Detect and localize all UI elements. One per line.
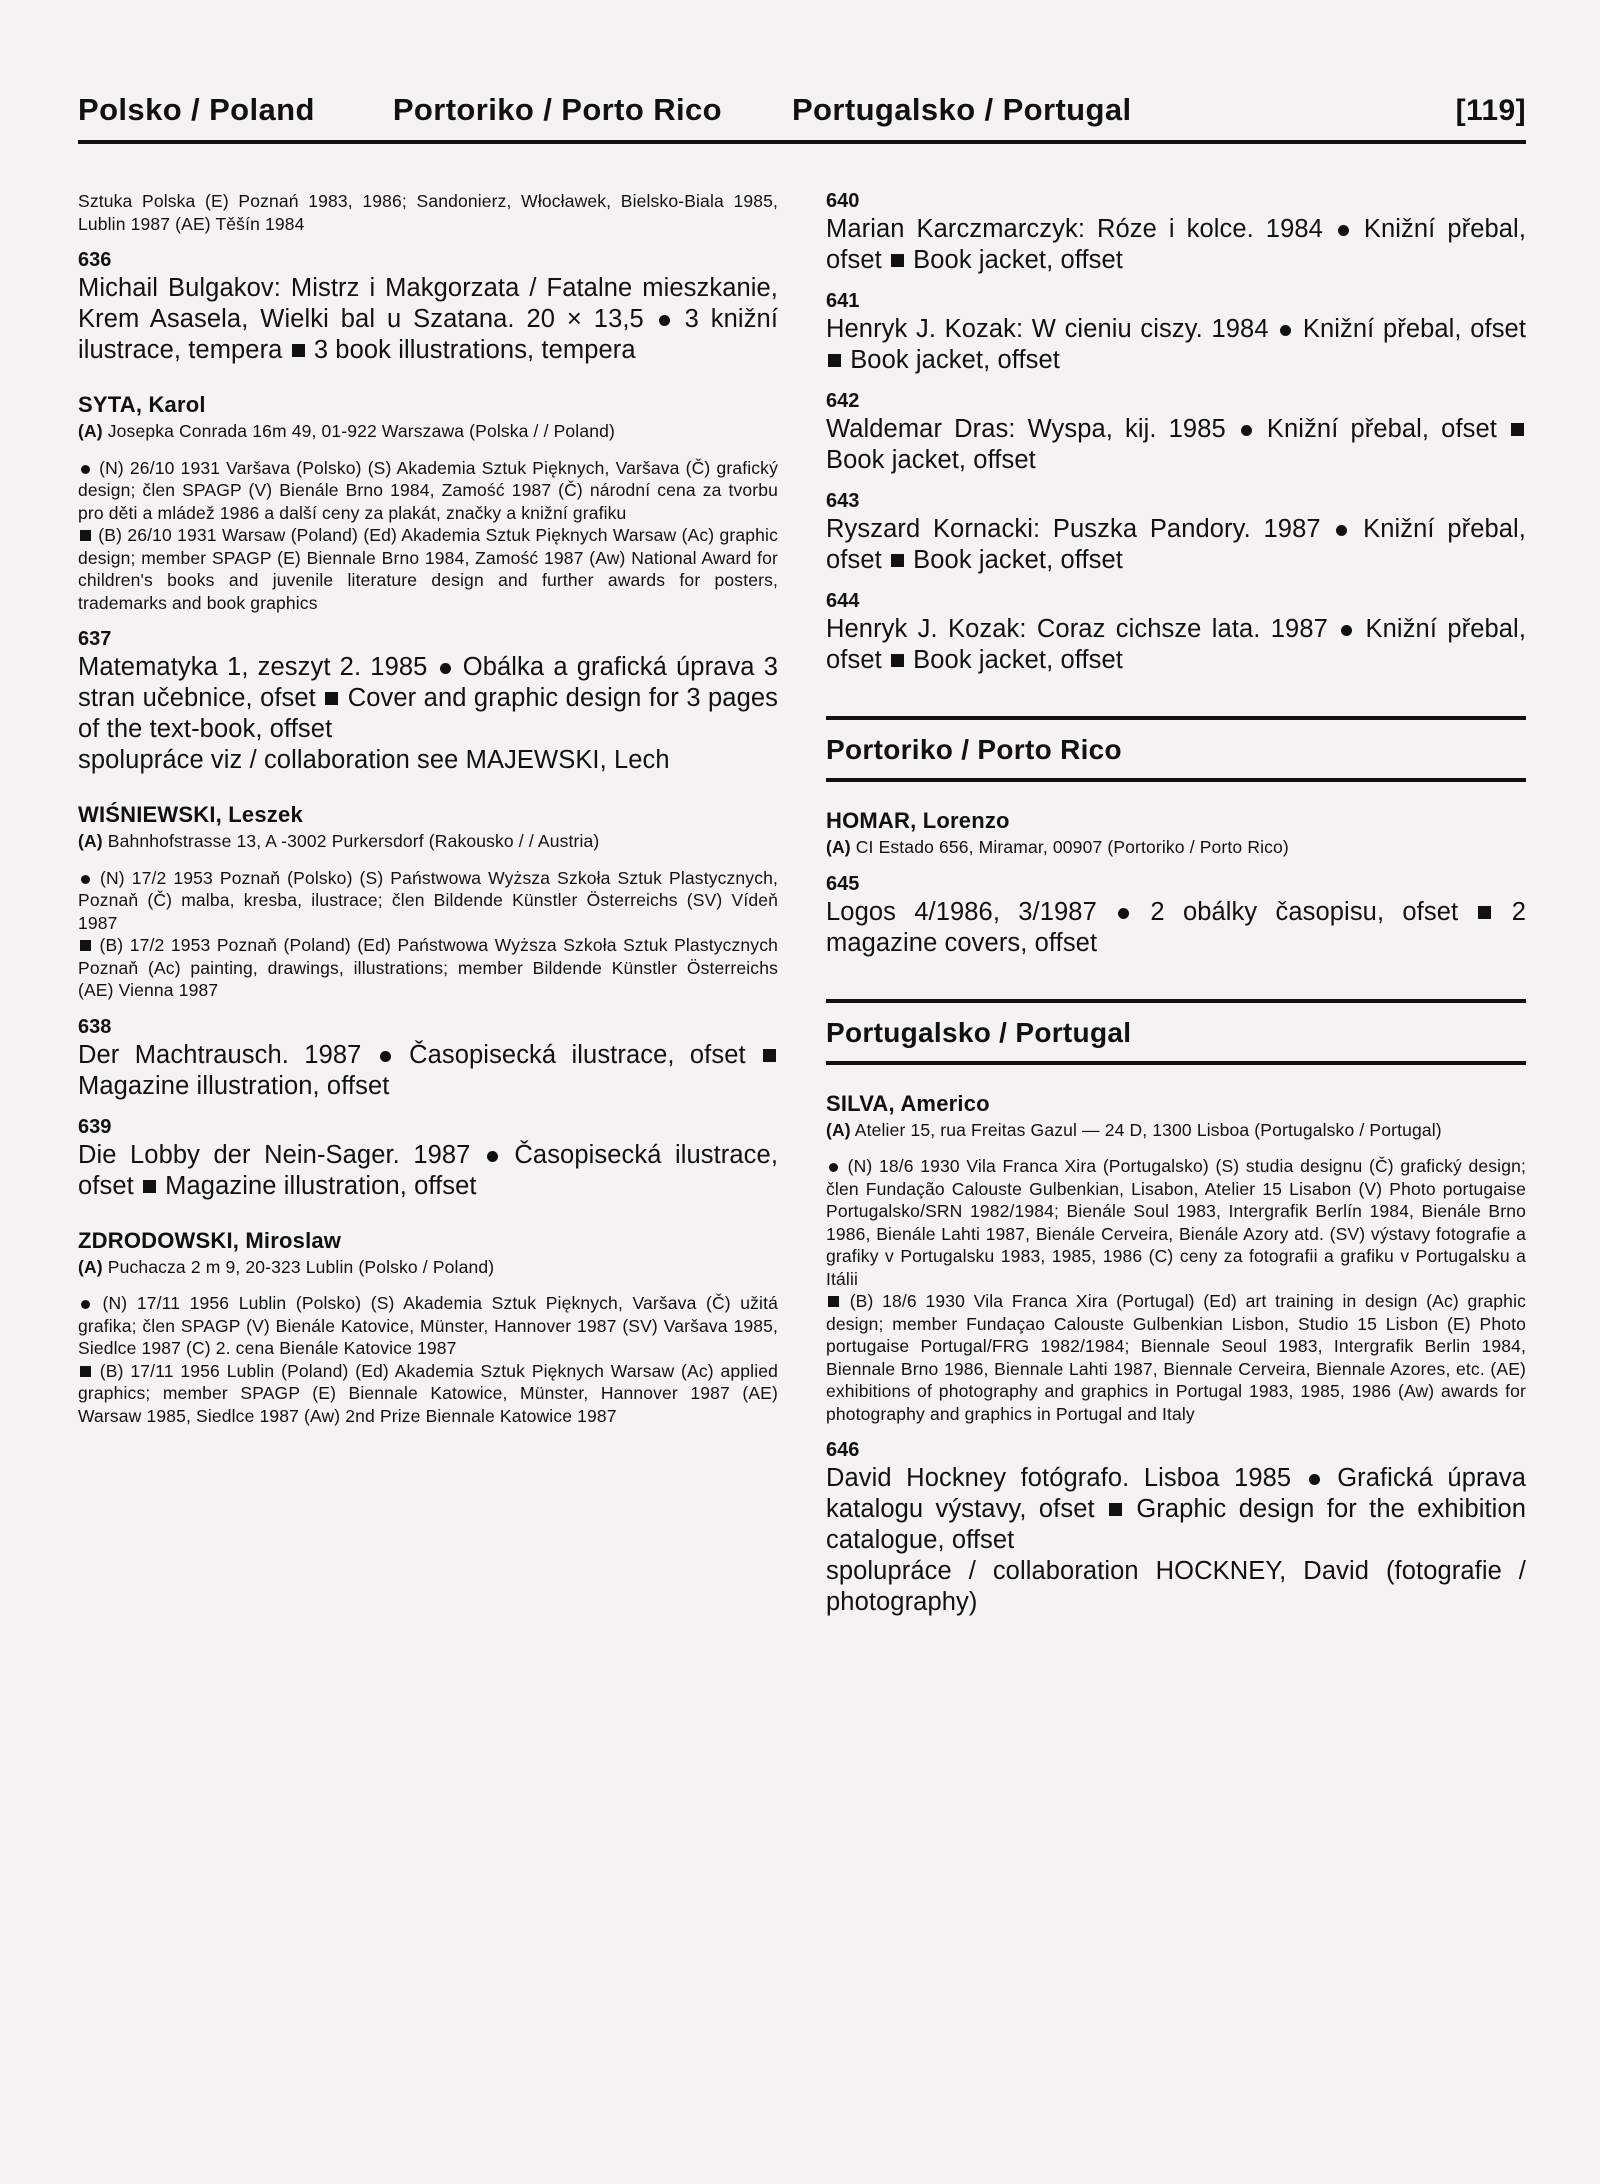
- bullet-dot-icon: [81, 1300, 90, 1309]
- header-title-porto-rico: Portoriko / Porto Rico: [392, 92, 722, 127]
- entry-number-636: 636: [78, 249, 112, 271]
- entry-636-text: Michail Bulgakov: Mistrz i Makgorzata / Fatalne mieszkanie, Krem Asasela, Wielki bal u Szatana. 20 × 13,5: [78, 274, 778, 333]
- bio-cz-text: (N) 17/2 1953 Poznaň (Polsko) (S) Państwowa Wyższa Szkoła Sztuk Plastycznych, Poznaň (Č) malba, kresba, ilustrace; člen Bildende Künstler Österreichs (SV) Vídeň 1987: [78, 867, 778, 933]
- entry-641-body: [826, 314, 1526, 376]
- entry-643-text: Ryszard Kornacki: Puszka Pandory. 1987: [826, 515, 1321, 543]
- entry-642-text2: Knižní přebal, ofset: [1266, 415, 1497, 443]
- bullet-dot-icon: [1309, 1474, 1320, 1485]
- person-silva-bio-cz: [826, 1155, 1526, 1290]
- section-rule-top: [826, 716, 1526, 720]
- entry-646-text3: Graphic design for the exhibition catalogue, offset: [826, 1495, 1527, 1554]
- entry-645-text2: 2 obálky časopisu, ofset: [1150, 897, 1459, 926]
- entry-number-643: 643: [826, 490, 860, 512]
- bio-en-text: (B) 26/10 1931 Warsaw (Poland) (Ed) Akademia Sztuk Pięknych Warsaw (Ac) graphic design; member SPAGP (E) Biennale Brno 1984, Zamość 1987 (Aw) National Award for children's books and juvenile literature design and further awards for posters, trademarks and book graphics: [78, 525, 778, 613]
- header-title-portugal: Portugalsko / Portugal: [791, 92, 1132, 127]
- bullet-dot-icon: [81, 465, 90, 474]
- entry-number-642: 642: [826, 390, 860, 412]
- entry-644-text2: Knižní přebal, ofset: [826, 615, 1526, 674]
- black-square-icon: [891, 654, 904, 667]
- bio-en-text: (B) 17/11 1956 Lublin (Poland) (Ed) Akademia Sztuk Pięknych Warsaw (Ac) applied graphics; member SPAGP (E) Biennale Katowice, Münster, Hannover 1987 (AE) Warsaw 1985, Siedlce 1987 (Aw) 2nd Prize Biennale Katowice 1987: [78, 1360, 778, 1426]
- entry-645-text: Logos 4/1986, 3/1987: [826, 897, 1097, 926]
- black-square-icon: [1109, 1503, 1122, 1516]
- person-heading-zdrodowski: [78, 1228, 778, 1254]
- person-syta-address: [78, 420, 778, 443]
- black-square-icon: [763, 1049, 776, 1062]
- person-silva-bio-en: [826, 1290, 1526, 1425]
- page-number: [119]: [1455, 94, 1526, 127]
- black-square-icon: [828, 1296, 839, 1307]
- section-heading-porto-rico: Portoriko / Porto Rico: [826, 734, 1122, 765]
- entry-642-text: Waldemar Dras: Wyspa, kij. 1985: [826, 415, 1226, 443]
- person-zdrodowski-address: [78, 1256, 778, 1279]
- person-wisniewski-bio-en: [78, 934, 778, 1002]
- right-column: [826, 190, 1526, 1618]
- entry-636-text2: 3 knižní ilustrace, tempera: [78, 305, 779, 364]
- black-square-icon: [1478, 906, 1491, 919]
- entry-642-text3: Book jacket, offset: [826, 446, 1036, 474]
- person-firstname: Miroslaw: [245, 1227, 342, 1253]
- person-heading-silva: [826, 1091, 1526, 1117]
- bullet-dot-icon: [829, 1163, 838, 1172]
- entry-number-638: 638: [78, 1015, 112, 1038]
- entry-number-645: 645: [826, 872, 860, 895]
- bullet-dot-icon: [1280, 325, 1291, 336]
- entry-640-text3: Book jacket, offset: [913, 246, 1123, 274]
- address-label: (A): [826, 1119, 851, 1140]
- person-firstname: Americo: [900, 1090, 990, 1116]
- entry-646-text2: Grafická úprava katalogu výstavy, ofset: [826, 1464, 1526, 1523]
- entry-number-640: 640: [826, 190, 860, 212]
- entry-645-text3: 2 magazine covers, offset: [826, 897, 1527, 957]
- address-label: (A): [78, 421, 103, 441]
- address-label: (A): [78, 831, 103, 851]
- bio-cz-text: (N) 18/6 1930 Vila Franca Xira (Portugalsko) (S) studia designu (Č) grafický design; člen Fundação Calouste Gulbenkian, Lisabon, Atelier 15 Lisabon (V) Photo portugaise Portugalsko/SRN 1982/1984; Bienále Soul 1983, Intergrafik Berlín 1984, Bienále Brno 1986, Bienále Lahti 1987, Bienále Cerveira, Bienále Azory atd. (SV) výstavy fotografie a grafiky v Portugalsku 1983, 1985, 1986 (C) ceny za fotografii a grafiku v Portugalsku a Itálii: [826, 1156, 1526, 1289]
- black-square-icon: [891, 254, 904, 267]
- entry-637-body: [78, 652, 778, 745]
- person-lastname: SILVA,: [826, 1090, 895, 1116]
- entry-645-body: [826, 897, 1526, 959]
- bullet-dot-icon: [1241, 425, 1252, 436]
- entry-641-text: Henryk J. Kozak: W cieniu ciszy. 1984: [826, 315, 1269, 343]
- person-zdrodowski-bio-cz: [78, 1292, 778, 1360]
- person-syta-bio-en: [78, 524, 778, 614]
- person-firstname: Karol: [148, 392, 206, 417]
- bullet-dot-icon: [81, 875, 90, 884]
- entry-640-text2: Knižní přebal, ofset: [826, 215, 1527, 274]
- entry-646-text: David Hockney fotógrafo. Lisboa 1985: [826, 1464, 1292, 1492]
- entry-639-text2: Časopisecká ilustrace, ofset: [78, 1140, 779, 1200]
- person-heading-wisniewski: [78, 802, 778, 828]
- entry-644-text3: Book jacket, offset: [913, 646, 1123, 674]
- entry-643-body: [826, 514, 1526, 576]
- entry-637-text2: Obálka a grafická úprava 3 stran učebnice, ofset: [78, 653, 779, 712]
- person-wisniewski-bio-cz: [78, 867, 778, 935]
- entry-638-text: Der Machtrausch. 1987: [78, 1040, 362, 1069]
- entry-641-text3: Book jacket, offset: [850, 346, 1060, 374]
- section-rule-bottom: [826, 1061, 1526, 1065]
- black-square-icon: [80, 530, 91, 541]
- entry-637-text3: Cover and graphic design for 3 pages of the text-book, offset: [78, 684, 778, 743]
- entry-638-text2: Časopisecká ilustrace, ofset: [409, 1040, 746, 1069]
- address-text: Bahnhofstrasse 13, A -3002 Purkersdorf (Rakousko / / Austria): [107, 831, 600, 851]
- section-rule-top: [826, 999, 1526, 1003]
- bullet-dot-icon: [1118, 908, 1129, 919]
- bio-en-text: (B) 18/6 1930 Vila Franca Xira (Portugal) (Ed) art training in design (Ac) graphic design; member Fundaçao Calouste Gulbenkian Lisbon, Studio 15 Lisbon (E) Photo portugaise Portugal/FRG 1982/1984; Biennale Seoul 1983, Intergrafik Berlin 1984, Biennale Brno 1986, Biennale Lahti 1987, Biennale Cerveira, Biennale Azores, etc. (AE) exhibitions of photography and graphics in Portugal 1983, 1985, 1986 (Aw) awards for photography and graphics in Portugal and Italy: [826, 1291, 1527, 1424]
- entry-number-639: 639: [78, 1115, 112, 1138]
- intro-paragraph: Sztuka Polska (E) Poznań 1983, 1986; Sandonierz, Włocławek, Bielsko-Biala 1985, Lublin 1987 (AE) Těšín 1984: [78, 191, 778, 234]
- bio-en-text: (B) 17/2 1953 Poznaň (Poland) (Ed) Państwowa Wyższa Szkoła Sztuk Plastycznych Poznaň (Ac) painting, drawings, illustrations; member Bildende Künstler Österreichs (AE) Vienna 1987: [78, 935, 778, 1000]
- black-square-icon: [828, 354, 841, 367]
- header-rule: [78, 140, 1526, 144]
- entry-637-text: Matematyka 1, zeszyt 2. 1985: [78, 653, 428, 681]
- black-square-icon: [891, 554, 904, 567]
- bullet-dot-icon: [1338, 225, 1349, 236]
- bullet-dot-icon: [659, 315, 670, 326]
- section-heading-portugal: Portugalsko / Portugal: [826, 1016, 1132, 1048]
- entry-638-text3: Magazine illustration, offset: [78, 1071, 390, 1100]
- entry-646-body: [826, 1463, 1526, 1556]
- entry-637-collaboration: spolupráce viz / collaboration see MAJEWSKI, Lech: [78, 746, 670, 774]
- person-lastname: SYTA,: [78, 392, 143, 417]
- person-syta-bio-cz: [78, 457, 778, 525]
- address-text: Josepka Conrada 16m 49, 01-922 Warszawa (Polska / / Poland): [107, 421, 615, 441]
- person-silva-address: [826, 1119, 1526, 1142]
- black-square-icon: [80, 1366, 91, 1377]
- bullet-dot-icon: [487, 1151, 498, 1162]
- entry-643-text2: Knižní přebal, ofset: [826, 515, 1526, 574]
- bio-cz-text: (N) 26/10 1931 Varšava (Polsko) (S) Akademia Sztuk Pięknych, Varšava (Č) grafický design; člen SPAGP (V) Bienále Brno 1984, Zamość 1987 (Č) národní cena za tvorbu pro děti a mládež 1986 a další ceny za plakát, značky a knižní grafiku: [78, 457, 778, 523]
- bio-cz-text: (N) 17/11 1956 Lublin (Polsko) (S) Akademia Sztuk Pięknych, Varšava (Č) užitá grafika; člen SPAGP (V) Bienále Katovice, Münster, Hannover 1987 (SV) Varšava 1985, Siedlce 1987 (C) 2. cena Bienále Katovice 1987: [78, 1293, 778, 1358]
- entry-641-text2: Knižní přebal, ofset: [1302, 315, 1527, 343]
- black-square-icon: [80, 940, 91, 951]
- entry-642-body: [826, 414, 1526, 476]
- bullet-dot-icon: [1341, 625, 1352, 636]
- address-label: (A): [826, 837, 851, 857]
- person-homar-address: [826, 836, 1526, 859]
- entry-639-body: [78, 1140, 778, 1202]
- black-square-icon: [1511, 423, 1524, 436]
- entry-639-text: Die Lobby der Nein-Sager. 1987: [78, 1140, 471, 1169]
- black-square-icon: [292, 344, 305, 357]
- person-zdrodowski-bio-en: [78, 1360, 778, 1428]
- address-text: CI Estado 656, Miramar, 00907 (Portoriko / Porto Rico): [855, 837, 1289, 857]
- entry-640-text: Marian Karczmarczyk: Róze i kolce. 1984: [826, 215, 1323, 243]
- entry-number-637: 637: [78, 628, 112, 650]
- entry-646-collaboration: spolupráce / collaboration HOCKNEY, David (fotografie / photography): [826, 1557, 1526, 1616]
- person-heading-syta: [78, 392, 778, 418]
- left-column: [78, 190, 778, 1427]
- bullet-dot-icon: [440, 663, 451, 674]
- address-text: Atelier 15, rua Freitas Gazul — 24 D, 1300 Lisboa (Portugalsko / Portugal): [854, 1119, 1442, 1140]
- entry-number-646: 646: [826, 1439, 860, 1461]
- entry-636-text3: 3 book illustrations, tempera: [313, 336, 636, 364]
- entry-number-644: 644: [826, 590, 860, 612]
- person-heading-homar: [826, 808, 1526, 834]
- bullet-dot-icon: [380, 1051, 391, 1062]
- entry-636-body: [78, 273, 778, 366]
- person-lastname: ZDRODOWSKI,: [78, 1227, 240, 1253]
- black-square-icon: [325, 692, 338, 705]
- header-title-poland: Polsko / Poland: [78, 92, 315, 127]
- entry-640-body: [826, 214, 1526, 276]
- person-lastname: HOMAR,: [826, 808, 917, 833]
- section-rule-bottom: [826, 778, 1526, 782]
- entry-644-body: [826, 614, 1526, 676]
- person-firstname: Lorenzo: [922, 808, 1010, 833]
- entry-number-641: 641: [826, 290, 860, 312]
- address-text: Puchacza 2 m 9, 20-323 Lublin (Polsko / Poland): [107, 1256, 495, 1277]
- entry-639-text3: Magazine illustration, offset: [165, 1171, 477, 1200]
- address-label: (A): [78, 1256, 103, 1277]
- bullet-dot-icon: [1336, 525, 1347, 536]
- person-lastname: WIŚNIEWSKI,: [78, 802, 222, 827]
- entry-644-text: Henryk J. Kozak: Coraz cichsze lata. 1987: [826, 615, 1328, 643]
- page-header: [78, 92, 1526, 128]
- person-firstname: Leszek: [228, 802, 303, 827]
- person-wisniewski-address: [78, 830, 778, 853]
- entry-638-body: [78, 1040, 778, 1102]
- black-square-icon: [143, 1180, 156, 1193]
- entry-643-text3: Book jacket, offset: [913, 546, 1123, 574]
